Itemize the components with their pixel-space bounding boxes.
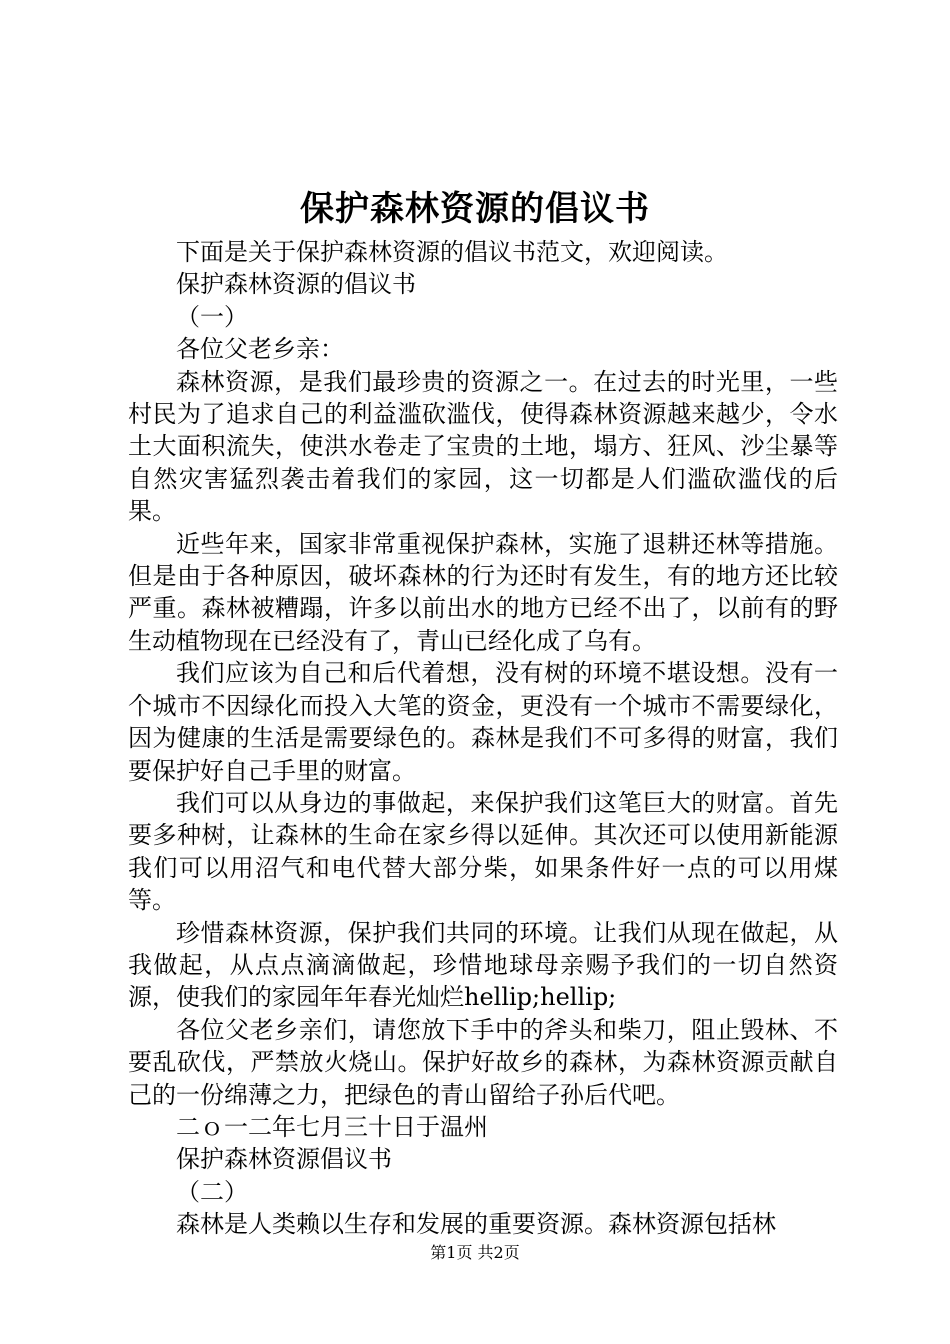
body-paragraph: 珍惜森林资源，保护我们共同的环境。让我们从现在做起，从我做起，从点点滴滴做起，珍惜地球母亲赐予我们的一切自然资源，使我们的家园年年春光灿烂hellip;hellip; (128, 918, 838, 1012)
date-line: 二ｏ一二年七月三十日于温州 (176, 1112, 488, 1141)
document-title: 保护森林资源的倡议书 (300, 189, 650, 229)
section-heading-2: 保护森林资源倡议书 (176, 1145, 392, 1174)
body-paragraph: 我们可以从身边的事做起，来保护我们这笔巨大的财富。首先要多种树，让森林的生命在家乡得以延伸。其次还可以使用新能源我们可以用沼气和电代替大部分柴，如果条件好一点的可以用煤等。 (128, 788, 838, 915)
body-paragraph: 各位父老乡亲们，请您放下手中的斧头和柴刀，阻止毁林、不要乱砍伐，严禁放火烧山。保护好故乡的森林，为森林资源贡献自己的一份绵薄之力，把绿色的青山留给子孙后代吧。 (128, 1015, 838, 1109)
section-number-1: （一） (176, 302, 248, 331)
salutation: 各位父老乡亲： (176, 335, 344, 364)
intro-paragraph: 下面是关于保护森林资源的倡议书范文，欢迎阅读。 (176, 238, 728, 266)
document-body (128, 236, 838, 1241)
body-paragraph: 森林资源，是我们最珍贵的资源之一。在过去的时光里，一些村民为了追求自己的利益滥砍滥伐，使得森林资源越来越少，令水土大面积流失，使洪水卷走了宝贵的土地，塌方、狂风、沙尘暴等自然灾害猛烈袭击着我们的家园，这一切都是人们滥砍滥伐的后果。 (128, 367, 838, 526)
body-paragraph: 近些年来，国家非常重视保护森林，实施了退耕还林等措施。但是由于各种原因，破坏森林的行为还时有发生，有的地方还比较严重。森林被糟蹋，许多以前出水的地方已经不出了，以前有的野生动植物现在已经没有了，青山已经化成了乌有。 (128, 529, 838, 655)
section-heading-1: 保护森林资源的倡议书 (176, 270, 416, 299)
page-footer: 第1页 共2页 (430, 1243, 520, 1262)
body-paragraph: 我们应该为自己和后代着想，没有树的环境不堪设想。没有一个城市不因绿化而投入大笔的资金，更没有一个城市不需要绿化，因为健康的生活是需要绿色的。森林是我们不可多得的财富，我们要保护好自己手里的财富。 (128, 659, 838, 785)
body-paragraph: 森林是人类赖以生存和发展的重要资源。森林资源包括林 (176, 1210, 776, 1239)
section-number-2: （二） (176, 1177, 248, 1206)
